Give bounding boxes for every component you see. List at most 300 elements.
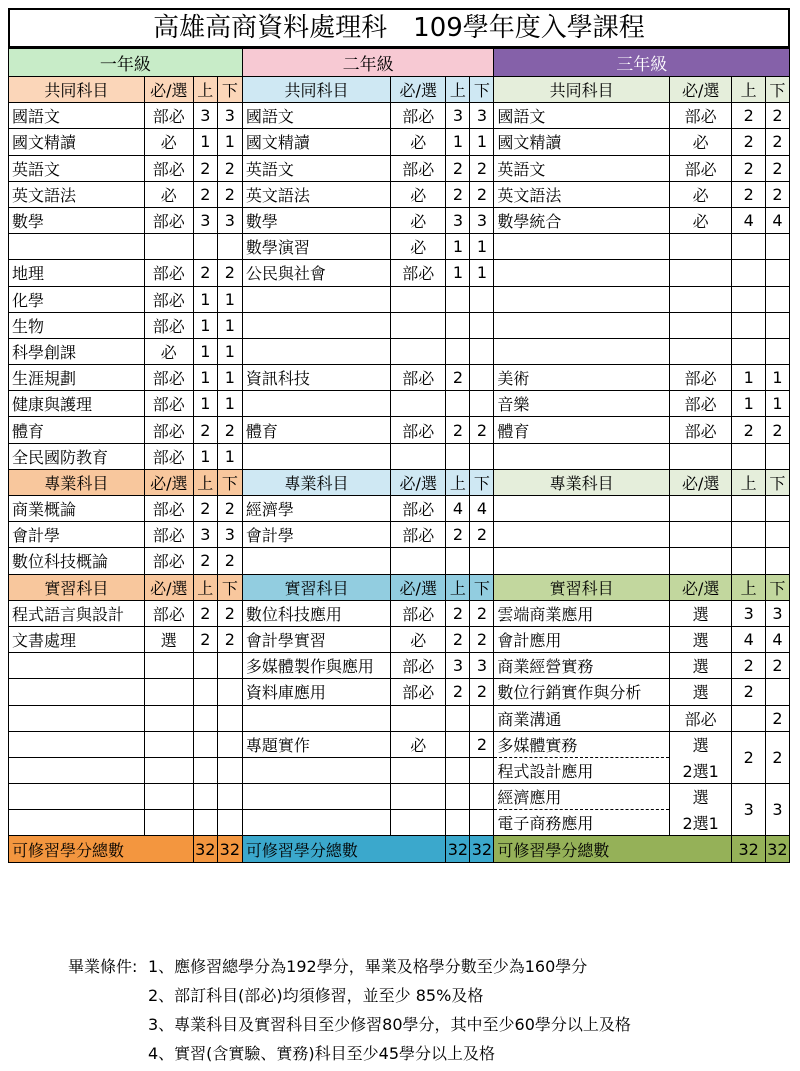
- elective-course-name: 電子商務應用: [494, 810, 669, 836]
- credit-lower: 2: [217, 626, 242, 652]
- requirement-cell: 部必: [391, 679, 446, 705]
- credit-lower: 3: [470, 207, 494, 233]
- requirement-cell: [669, 260, 732, 286]
- empty-cell: [732, 548, 765, 574]
- section-header: 共同科目: [242, 77, 390, 103]
- credit-lower: 2: [765, 705, 789, 731]
- empty-cell: [144, 653, 193, 679]
- credit-upper: 4: [732, 626, 765, 652]
- requirement-cell: 部必: [391, 522, 446, 548]
- credit-upper: 2: [732, 181, 765, 207]
- column-header-req: 必/選: [669, 574, 732, 600]
- credit-upper: 2: [446, 181, 470, 207]
- credit-upper: 1: [193, 312, 217, 338]
- requirement-cell: 部必: [669, 155, 732, 181]
- credit-upper: 3: [446, 103, 470, 129]
- elective-requirement: 2選1: [669, 757, 732, 783]
- course-name: 生物: [9, 312, 145, 338]
- credit-upper: [732, 260, 765, 286]
- note-item: 4、實習(含實驗、實務)科目至少45學分以上及格: [148, 1044, 496, 1063]
- requirement-cell: 部必: [669, 365, 732, 391]
- empty-cell: [669, 522, 732, 548]
- empty-cell: [470, 810, 494, 836]
- table-row: [9, 103, 790, 129]
- requirement-cell: [391, 705, 446, 731]
- credit-upper: 3: [193, 207, 217, 233]
- requirement-cell: 部必: [144, 286, 193, 312]
- course-name: 國文精讀: [242, 129, 390, 155]
- table-row: [9, 286, 790, 312]
- section-header: 共同科目: [494, 77, 669, 103]
- course-name: 數位科技應用: [242, 600, 390, 626]
- course-name: [242, 286, 390, 312]
- empty-cell: [193, 679, 217, 705]
- requirement-cell: 必: [669, 207, 732, 233]
- credit-upper: [732, 338, 765, 364]
- credit-upper: 2: [193, 548, 217, 574]
- credit-lower: 1: [217, 443, 242, 469]
- credit-upper: 2: [732, 417, 765, 443]
- empty-cell: [242, 810, 390, 836]
- course-name: 健康與護理: [9, 391, 145, 417]
- column-header-req: 必/選: [144, 469, 193, 495]
- credit-upper: 1: [446, 129, 470, 155]
- empty-cell: [193, 784, 217, 810]
- requirement-cell: 部必: [144, 312, 193, 338]
- empty-cell: [217, 757, 242, 783]
- requirement-cell: 選: [669, 626, 732, 652]
- elective-course-name: 多媒體實務: [494, 731, 669, 757]
- total-label: 可修習學分總數: [494, 836, 732, 862]
- course-name: 會計學實習: [242, 626, 390, 652]
- credit-lower: 1: [217, 129, 242, 155]
- column-header-req: 必/選: [391, 574, 446, 600]
- column-header-up: 上: [193, 77, 217, 103]
- credit-upper: 3: [732, 600, 765, 626]
- course-name: 體育: [9, 417, 145, 443]
- course-name: [494, 234, 669, 260]
- empty-cell: [193, 757, 217, 783]
- credit-lower: [470, 312, 494, 338]
- requirement-cell: 必: [391, 129, 446, 155]
- requirement-cell: [391, 443, 446, 469]
- credit-lower: 2: [217, 181, 242, 207]
- credit-upper: 4: [732, 207, 765, 233]
- credit-upper: 1: [446, 260, 470, 286]
- empty-cell: [470, 757, 494, 783]
- credit-lower: [765, 260, 789, 286]
- table-row: [9, 626, 790, 652]
- course-name: [9, 234, 145, 260]
- table-row: [9, 600, 790, 626]
- course-name: [242, 312, 390, 338]
- credit-upper: [446, 705, 470, 731]
- requirement-cell: 部必: [144, 600, 193, 626]
- course-name: 化學: [9, 286, 145, 312]
- requirement-cell: 部必: [391, 155, 446, 181]
- table-row: [9, 574, 790, 600]
- credit-lower: [470, 365, 494, 391]
- credit-lower: 2: [470, 600, 494, 626]
- credit-upper: 1: [193, 391, 217, 417]
- table-row: [9, 784, 790, 810]
- requirement-cell: 部必: [144, 260, 193, 286]
- course-name: 數學: [242, 207, 390, 233]
- requirement-cell: [391, 548, 446, 574]
- column-header-up: 上: [446, 77, 470, 103]
- requirement-cell: 必: [669, 181, 732, 207]
- elective-course-name: 經濟應用: [494, 784, 669, 810]
- requirement-cell: [391, 338, 446, 364]
- requirement-cell: 必: [391, 181, 446, 207]
- credit-lower: 1: [217, 338, 242, 364]
- credit-upper: 2: [446, 417, 470, 443]
- course-name: 商業溝通: [494, 705, 669, 731]
- course-name: 英文語法: [494, 181, 669, 207]
- credit-lower: 2: [765, 129, 789, 155]
- credit-upper: 4: [446, 496, 470, 522]
- empty-cell: [9, 705, 145, 731]
- credit-lower: 2: [765, 181, 789, 207]
- course-name: 數位行銷實作與分析: [494, 679, 669, 705]
- total-lower: 32: [765, 836, 789, 862]
- empty-cell: [494, 522, 669, 548]
- column-header-down: 下: [765, 77, 789, 103]
- table-row: [9, 49, 790, 77]
- empty-cell: [446, 784, 470, 810]
- table-row: [9, 207, 790, 233]
- credit-upper: [446, 391, 470, 417]
- credit-lower: [765, 286, 789, 312]
- requirement-cell: 部必: [144, 207, 193, 233]
- credit-upper: 1: [193, 338, 217, 364]
- course-name: 英語文: [242, 155, 390, 181]
- credit-lower: 1: [470, 129, 494, 155]
- requirement-cell: 部必: [391, 600, 446, 626]
- empty-cell: [217, 731, 242, 757]
- credit-lower: [765, 234, 789, 260]
- requirement-cell: 部必: [144, 548, 193, 574]
- table-row: [9, 181, 790, 207]
- grade-header-1: 一年級: [9, 49, 243, 77]
- requirement-cell: 部必: [144, 365, 193, 391]
- table-row: [9, 496, 790, 522]
- credit-lower: 2: [470, 522, 494, 548]
- column-header-req: 必/選: [144, 574, 193, 600]
- requirement-cell: 部必: [391, 496, 446, 522]
- course-name: 雲端商業應用: [494, 600, 669, 626]
- note-item: 1、應修習總學分為192學分，畢業及格學分數至少為160學分: [148, 957, 588, 976]
- credit-upper: 1: [193, 286, 217, 312]
- empty-cell: [9, 757, 145, 783]
- credit-lower: 4: [765, 207, 789, 233]
- credit-lower: 2: [217, 600, 242, 626]
- page-title: 高雄高商資料處理科 109學年度入學課程: [8, 8, 790, 48]
- empty-cell: [217, 679, 242, 705]
- empty-cell: [391, 757, 446, 783]
- total-upper: 32: [732, 836, 765, 862]
- column-header-req: 必/選: [669, 77, 732, 103]
- credit-lower: 2: [217, 260, 242, 286]
- credit-lower: 1: [217, 365, 242, 391]
- table-row: [9, 312, 790, 338]
- course-name: [242, 548, 390, 574]
- elective-requirement: 選: [669, 731, 732, 757]
- credit-upper: 1: [732, 391, 765, 417]
- empty-cell: [765, 522, 789, 548]
- empty-cell: [9, 653, 145, 679]
- empty-cell: [193, 731, 217, 757]
- section-header: 實習科目: [9, 574, 145, 600]
- elective-course-name: 程式設計應用: [494, 757, 669, 783]
- credit-upper: 2: [193, 626, 217, 652]
- credit-lower: 2: [470, 155, 494, 181]
- credit-upper: 2: [732, 653, 765, 679]
- empty-cell: [9, 731, 145, 757]
- credit-lower: 2: [470, 731, 494, 757]
- requirement-cell: 必: [144, 181, 193, 207]
- course-name: [494, 260, 669, 286]
- credit-lower: 3: [765, 784, 789, 836]
- credit-lower: [470, 338, 494, 364]
- column-header-down: 下: [765, 469, 789, 495]
- curriculum-table: [8, 48, 790, 863]
- note-item: 3、專業科目及實習科目至少修習80學分，其中至少60學分以上及格: [148, 1015, 631, 1034]
- credit-upper: 2: [193, 260, 217, 286]
- requirement-cell: 必: [144, 338, 193, 364]
- column-header-up: 上: [732, 574, 765, 600]
- table-row: [9, 679, 790, 705]
- table-row: [9, 522, 790, 548]
- credit-upper: [446, 338, 470, 364]
- course-name: 國語文: [9, 103, 145, 129]
- course-name: 數學演習: [242, 234, 390, 260]
- credit-lower: 4: [470, 496, 494, 522]
- column-header-up: 上: [732, 469, 765, 495]
- credit-lower: 2: [470, 626, 494, 652]
- credit-lower: 1: [470, 234, 494, 260]
- credit-lower: 3: [217, 522, 242, 548]
- column-header-req: 必/選: [144, 77, 193, 103]
- elective-requirement: 選: [669, 784, 732, 810]
- table-row: [9, 391, 790, 417]
- table-row: [9, 260, 790, 286]
- column-header-down: 下: [217, 77, 242, 103]
- course-name: 數學統合: [494, 207, 669, 233]
- credit-lower: 1: [217, 286, 242, 312]
- requirement-cell: [144, 234, 193, 260]
- credit-lower: 1: [765, 365, 789, 391]
- table-row: [9, 810, 790, 836]
- requirement-cell: 部必: [669, 705, 732, 731]
- notes-label: 畢業條件:: [68, 957, 138, 976]
- empty-cell: [494, 548, 669, 574]
- credit-upper: 1: [193, 365, 217, 391]
- course-name: 資訊科技: [242, 365, 390, 391]
- requirement-cell: 必: [391, 234, 446, 260]
- credit-lower: 1: [217, 312, 242, 338]
- empty-cell: [242, 757, 390, 783]
- requirement-cell: [669, 234, 732, 260]
- credit-upper: 2: [732, 731, 765, 783]
- empty-cell: [9, 784, 145, 810]
- requirement-cell: [391, 286, 446, 312]
- column-header-up: 上: [732, 77, 765, 103]
- requirement-cell: 部必: [669, 417, 732, 443]
- requirement-cell: 選: [669, 600, 732, 626]
- course-name: 美術: [494, 365, 669, 391]
- course-name: [494, 286, 669, 312]
- credit-lower: [470, 548, 494, 574]
- credit-lower: 3: [470, 103, 494, 129]
- credit-upper: 2: [732, 679, 765, 705]
- course-name: [242, 391, 390, 417]
- table-row: [9, 653, 790, 679]
- credit-lower: 2: [765, 103, 789, 129]
- course-name: 國語文: [242, 103, 390, 129]
- credit-lower: 3: [470, 653, 494, 679]
- credit-lower: [765, 312, 789, 338]
- credit-lower: [470, 391, 494, 417]
- graduation-notes: [68, 952, 768, 1068]
- credit-upper: 2: [446, 626, 470, 652]
- requirement-cell: 部必: [144, 496, 193, 522]
- empty-cell: [193, 653, 217, 679]
- empty-cell: [144, 679, 193, 705]
- empty-cell: [193, 705, 217, 731]
- column-header-down: 下: [470, 574, 494, 600]
- requirement-cell: 部必: [144, 391, 193, 417]
- credit-upper: [732, 234, 765, 260]
- total-upper: 32: [446, 836, 470, 862]
- total-lower: 32: [470, 836, 494, 862]
- course-name: 會計學: [9, 522, 145, 548]
- requirement-cell: [669, 443, 732, 469]
- empty-cell: [391, 810, 446, 836]
- column-header-down: 下: [765, 574, 789, 600]
- credit-lower: 1: [765, 391, 789, 417]
- empty-cell: [391, 784, 446, 810]
- empty-cell: [144, 784, 193, 810]
- course-name: [242, 443, 390, 469]
- credit-lower: 1: [217, 391, 242, 417]
- course-name: 商業概論: [9, 496, 145, 522]
- course-name: 會計學: [242, 522, 390, 548]
- credit-upper: 1: [193, 443, 217, 469]
- credit-upper: [732, 286, 765, 312]
- credit-upper: [446, 548, 470, 574]
- credit-upper: 2: [446, 365, 470, 391]
- requirement-cell: [669, 338, 732, 364]
- empty-cell: [669, 496, 732, 522]
- requirement-cell: 部必: [391, 260, 446, 286]
- course-name: 英文語法: [9, 181, 145, 207]
- credit-lower: 2: [765, 653, 789, 679]
- table-row: [9, 417, 790, 443]
- requirement-cell: 必: [391, 207, 446, 233]
- total-lower: 32: [217, 836, 242, 862]
- requirement-cell: 部必: [391, 417, 446, 443]
- credit-lower: 2: [765, 155, 789, 181]
- credit-upper: 1: [193, 129, 217, 155]
- grade-header-2: 二年級: [242, 49, 494, 77]
- credit-upper: [446, 286, 470, 312]
- credit-lower: 3: [765, 600, 789, 626]
- section-header: 專業科目: [9, 469, 145, 495]
- empty-cell: [144, 810, 193, 836]
- requirement-cell: 必: [669, 129, 732, 155]
- course-name: 音樂: [494, 391, 669, 417]
- credit-upper: 2: [732, 129, 765, 155]
- empty-cell: [765, 548, 789, 574]
- empty-cell: [144, 705, 193, 731]
- requirement-cell: 必: [391, 731, 446, 757]
- requirement-cell: 選: [144, 626, 193, 652]
- table-row: [9, 155, 790, 181]
- credit-upper: [732, 443, 765, 469]
- empty-cell: [144, 731, 193, 757]
- table-row: [9, 365, 790, 391]
- section-header: 共同科目: [9, 77, 145, 103]
- credit-lower: 4: [765, 626, 789, 652]
- grade-header-3: 三年級: [494, 49, 790, 77]
- empty-cell: [144, 757, 193, 783]
- course-name: 程式語言與設計: [9, 600, 145, 626]
- requirement-cell: [391, 312, 446, 338]
- column-header-down: 下: [217, 469, 242, 495]
- requirement-cell: 選: [669, 679, 732, 705]
- empty-cell: [765, 496, 789, 522]
- empty-cell: [9, 810, 145, 836]
- course-name: 專題實作: [242, 731, 390, 757]
- course-name: 文書處理: [9, 626, 145, 652]
- column-header-up: 上: [193, 469, 217, 495]
- empty-cell: [9, 679, 145, 705]
- column-header-req: 必/選: [391, 77, 446, 103]
- credit-lower: 2: [765, 417, 789, 443]
- empty-cell: [446, 810, 470, 836]
- credit-upper: 3: [193, 522, 217, 548]
- credit-upper: [732, 705, 765, 731]
- credit-upper: 3: [446, 207, 470, 233]
- credit-upper: [732, 312, 765, 338]
- credit-upper: 3: [446, 653, 470, 679]
- course-name: 英語文: [9, 155, 145, 181]
- requirement-cell: 部必: [391, 365, 446, 391]
- credit-upper: 2: [193, 600, 217, 626]
- credit-lower: 2: [765, 731, 789, 783]
- column-header-down: 下: [470, 77, 494, 103]
- credit-lower: 2: [217, 155, 242, 181]
- requirement-cell: 必: [144, 129, 193, 155]
- credit-lower: 2: [470, 679, 494, 705]
- empty-cell: [217, 810, 242, 836]
- column-header-down: 下: [470, 469, 494, 495]
- requirement-cell: [669, 286, 732, 312]
- credit-lower: 3: [217, 207, 242, 233]
- column-header-req: 必/選: [669, 469, 732, 495]
- requirement-cell: 必: [391, 626, 446, 652]
- total-upper: 32: [193, 836, 217, 862]
- requirement-cell: 部必: [669, 391, 732, 417]
- credit-lower: 3: [217, 103, 242, 129]
- credit-lower: 2: [470, 181, 494, 207]
- credit-upper: 2: [193, 155, 217, 181]
- course-name: 國文精讀: [9, 129, 145, 155]
- course-name: 英文語法: [242, 181, 390, 207]
- table-row: [9, 705, 790, 731]
- credit-upper: 2: [193, 496, 217, 522]
